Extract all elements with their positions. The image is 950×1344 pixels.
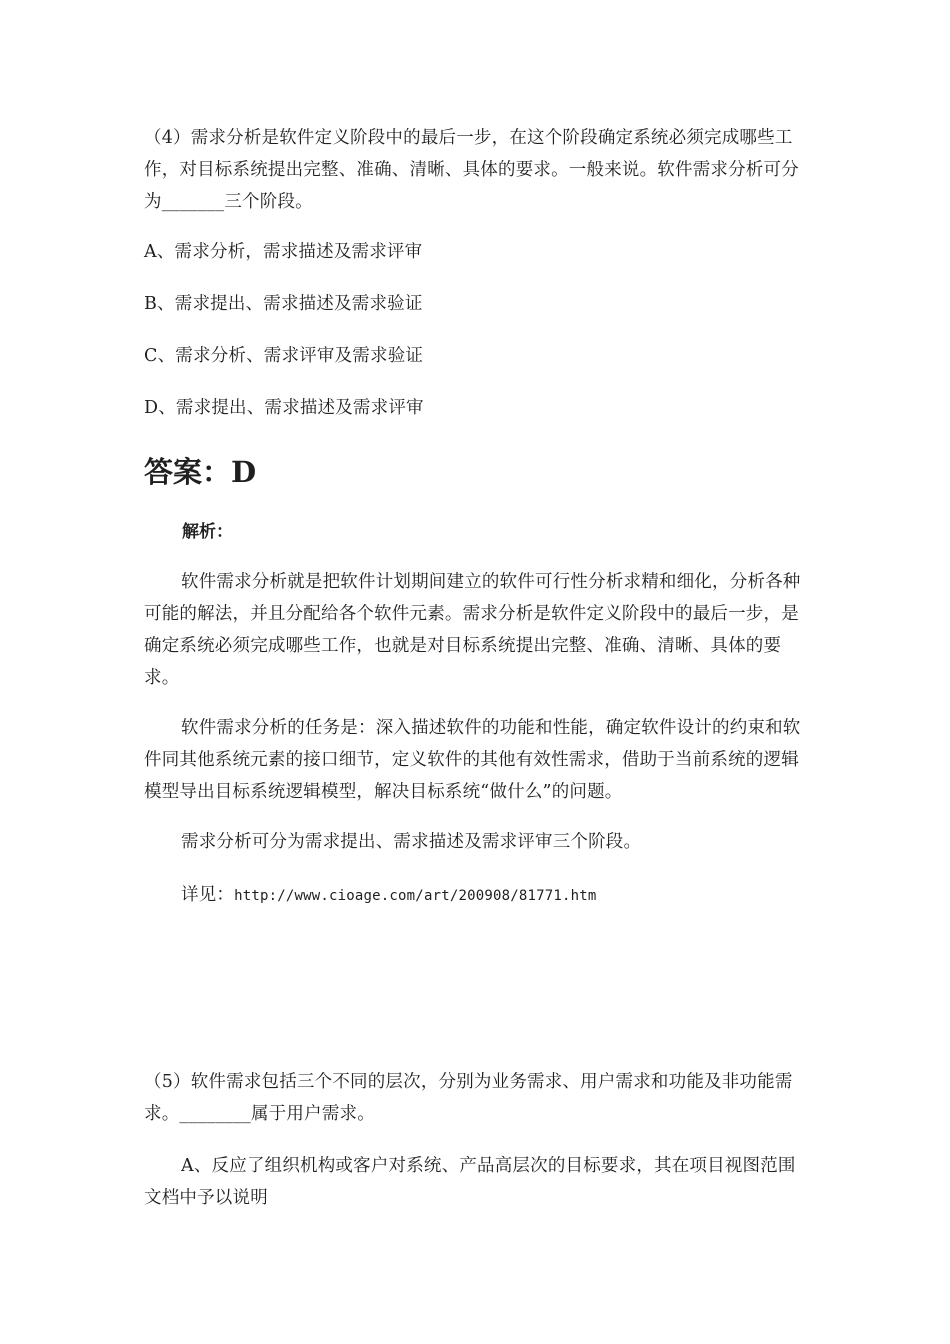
question-4-option-c: C、需求分析、需求评审及需求验证 bbox=[144, 346, 424, 366]
question-4-number: （4） bbox=[144, 128, 191, 148]
question-4-option-b: B、需求提出、需求描述及需求验证 bbox=[144, 294, 423, 314]
question-4-option-a: A、需求分析，需求描述及需求评审 bbox=[144, 242, 423, 262]
question-4-stem: （4）需求分析是软件定义阶段中的最后一步，在这个阶段确定系统必须完成哪些工作，对目标系统提出完整、准确、清晰、具体的要求。一般来说。软件需求分析可分为_______三个阶段。 bbox=[144, 128, 799, 212]
analysis-label: 解析： bbox=[182, 522, 233, 542]
detail-label: 详见： bbox=[181, 885, 235, 905]
question-5-number: （5） bbox=[144, 1072, 191, 1092]
analysis-paragraph-3: 需求分析可分为需求提出、需求描述及需求评审三个阶段。 bbox=[181, 832, 642, 852]
detail-link[interactable]: http://www.cioage.com/art/200908/81771.htm bbox=[234, 888, 597, 904]
question-5-option-a: A、反应了组织机构或客户对系统、产品高层次的目标要求，其在项目视图范围文档中予以说明 bbox=[144, 1156, 796, 1208]
question-4-option-d: D、需求提出、需求描述及需求评审 bbox=[144, 398, 424, 418]
question-4-answer: 答案：D bbox=[144, 455, 257, 489]
question-5-stem: （5）软件需求包括三个不同的层次，分别为业务需求、用户需求和功能及非功能需求。________属于用户需求。 bbox=[144, 1072, 793, 1124]
analysis-paragraph-1: 软件需求分析就是把软件计划期间建立的软件可行性分析求精和细化，分析各种可能的解法，并且分配给各个软件元素。需求分析是软件定义阶段中的最后一步，是确定系统必须完成哪些工作，也就是对目标系统提出完整、准确、清晰、具体的要求。 bbox=[144, 572, 801, 688]
analysis-paragraph-2: 软件需求分析的任务是：深入描述软件的功能和性能，确定软件设计的约束和软件同其他系统元素的接口细节，定义软件的其他有效性需求，借助于当前系统的逻辑模型导出目标系统逻辑模型，解决目标系统“做什么”的问题。 bbox=[144, 718, 801, 802]
question-4-blank: _______ bbox=[161, 192, 225, 212]
detail-reference bbox=[144, 879, 808, 912]
question-5-blank: ________ bbox=[179, 1104, 252, 1124]
